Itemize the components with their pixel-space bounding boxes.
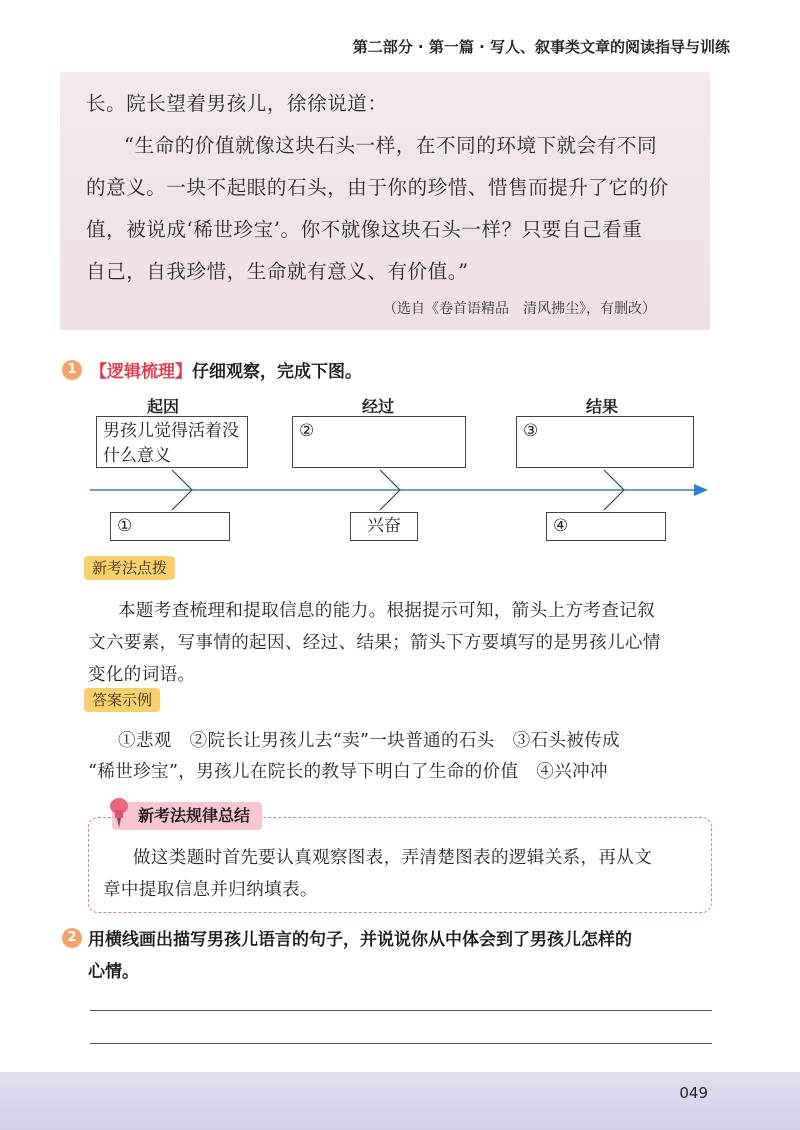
running-header: 第二部分 · 第一篇 · 写人、叙事类文章的阅读指导与训练 [352,38,730,56]
question-2-prompt-line: 心情。 [88,962,139,982]
excerpt-line: 长。院长望着男孩儿，徐徐说道： [86,92,388,115]
excerpt-line: 的意义。一块不起眼的石头，由于你的珍惜、惜售而提升了它的价 [86,176,669,199]
tip-line: 本题考查梳理和提取信息的能力。根据提示可知，箭头上方考查记叙 [118,601,655,621]
result-box: ③ [516,416,694,468]
excerpt-source: （选自《卷首语精品 清风拂尘》，有删改） [383,301,656,317]
rule-summary-title: 新考法规律总结 [112,802,262,830]
question-number-badge: 2 [62,928,82,948]
excerpt-box [60,72,710,330]
tip-line: 变化的词语。 [88,665,196,685]
question-1-tag: 【逻辑梳理】 [90,362,192,382]
tip-label: 新考法点拨 [84,556,175,580]
answer-line-rule [90,1043,712,1044]
mood-box-3: ④ [546,512,666,541]
diagram-heading-cause: 起因 [146,397,179,416]
excerpt-line: 自己，自我珍惜，生命就有意义、有价值。” [86,260,469,283]
process-box: ② [292,416,466,468]
question-1-prompt [90,357,362,382]
mood-box-2: 兴奋 [350,512,418,541]
tip-line: 文六要素，写事情的起因、经过、结果；箭头下方要填写的是男孩儿心情 [88,633,661,653]
diagram-heading-process: 经过 [361,397,394,416]
excerpt-line: 值，被说成‘稀世珍宝’。你不就像这块石头一样？只要自己看重 [86,218,643,241]
mood-box-1: ① [110,512,230,541]
answer-line-rule [90,1010,712,1011]
pushpin-icon [104,796,134,830]
question-2-prompt-line: 用横线画出描写男孩儿语言的句子，并说说你从中体会到了男孩儿怎样的 [88,930,632,950]
rule-line: 做这类题时首先要认真观察图表，弄清楚图表的逻辑关系，再从文 [133,848,653,868]
question-number-badge: 1 [62,360,82,380]
answer-line: ①悲观 ②院长让男孩儿去“卖”一块普通的石头 ③石头被传成 [118,731,620,751]
page-number: 049 [679,1084,708,1102]
cause-box: 男孩儿觉得活着没什么意义 [96,416,248,468]
question-1-text: 仔细观察，完成下图。 [192,362,362,382]
rule-summary-box [88,817,712,913]
answer-line: “稀世珍宝”，男孩儿在院长的教导下明白了生命的价值 ④兴冲冲 [88,762,608,782]
diagram-heading-result: 结果 [585,397,618,416]
excerpt-line: “生命的价值就像这块石头一样，在不同的环境下就会有不同 [124,134,658,157]
rule-line: 章中提取信息并归纳填表。 [103,880,318,900]
answer-label: 答案示例 [84,688,160,712]
